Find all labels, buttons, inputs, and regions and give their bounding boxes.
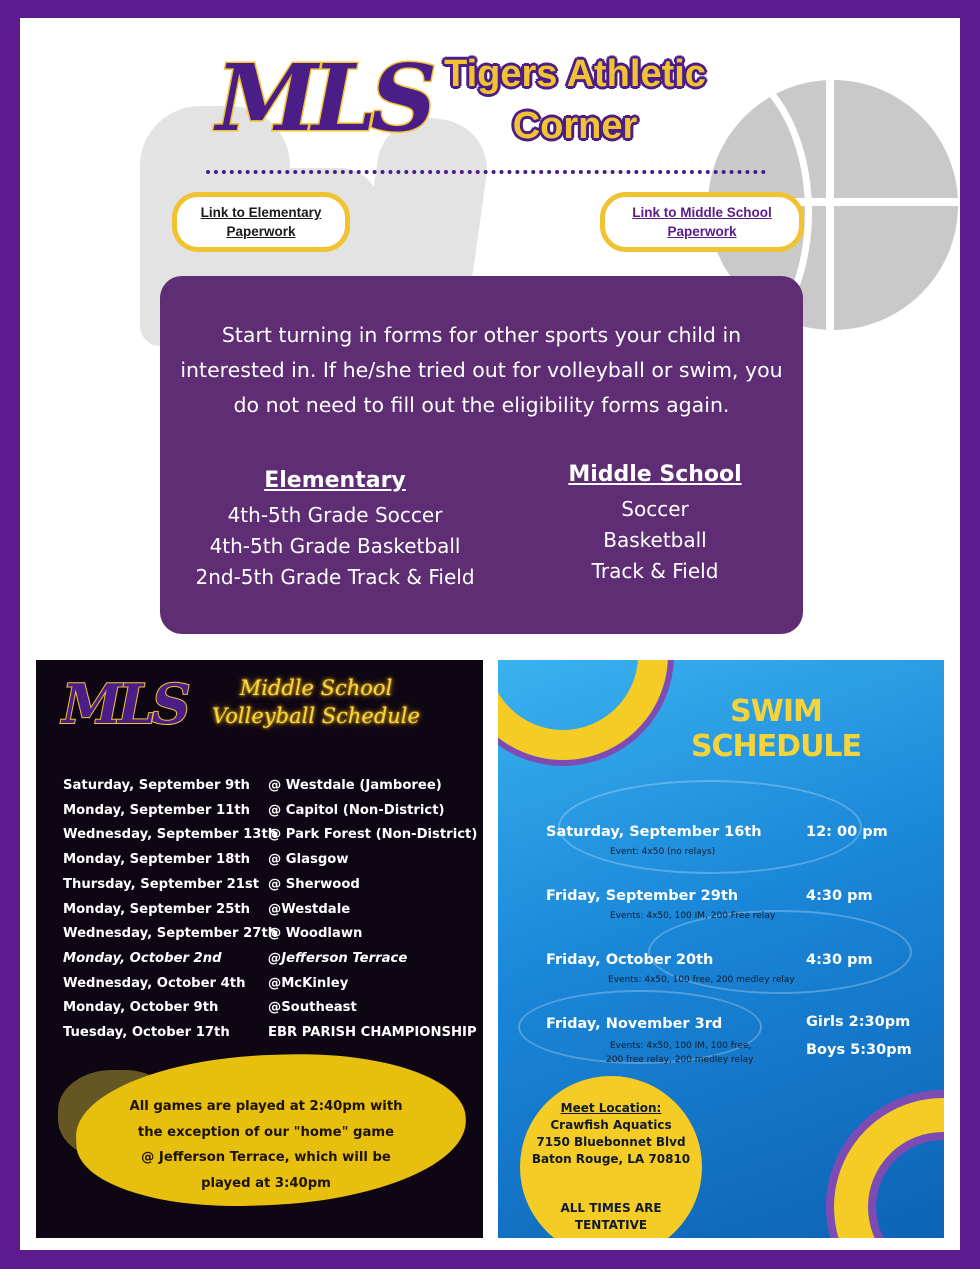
game-date: Monday, September 25th xyxy=(63,901,251,917)
mls-logo-text: MLS xyxy=(216,44,431,152)
game-row xyxy=(63,877,483,902)
volleyball-mls-logo-text: MLS xyxy=(62,672,187,736)
volleyball-mls-logo xyxy=(62,668,187,738)
elementary-heading: Elementary xyxy=(264,468,406,493)
middle-school-paperwork-link-label: Link to Middle School Paperwork xyxy=(632,205,772,239)
game-row xyxy=(63,976,483,1001)
pool-float-top xyxy=(498,660,668,760)
meet-events-continued: 200 free relay, 200 medley relay xyxy=(606,1055,754,1065)
meet-events: Events: 4x50, 100 free, 200 medley relay xyxy=(608,975,795,985)
meet-time: 4:30 pm xyxy=(806,888,873,904)
volleyball-title-line1: Middle School xyxy=(239,676,393,700)
game-date: Monday, October 2nd xyxy=(63,950,222,966)
game-venue: @Westdale xyxy=(268,901,351,917)
elementary-paperwork-link-label: Link to Elementary Paperwork xyxy=(200,205,322,239)
game-venue: @ Glasgow xyxy=(268,852,349,868)
location-address-line1: 7150 Bluebonnet Blvd xyxy=(536,1135,686,1149)
swim-schedule-card xyxy=(498,660,944,1238)
game-time-note-line: played at 3:40pm xyxy=(201,1175,331,1191)
game-venue: @Jefferson Terrace xyxy=(268,950,408,966)
location-address-line2: Baton Rouge, LA 70810 xyxy=(531,1152,691,1166)
meet-date: Saturday, September 16th xyxy=(546,824,762,840)
page-title-line2: Corner xyxy=(512,105,638,147)
game-venue: EBR PARISH CHAMPIONSHIP xyxy=(268,1025,477,1040)
notice-intro: Start turning in forms for other sports your child in interested in. If he/she tried out for volleyball or swim, you do not need to fill out the eligibility forms again. xyxy=(180,323,783,417)
game-row xyxy=(63,1000,483,1025)
elementary-sport-item: 4th-5th Grade Soccer xyxy=(227,503,443,527)
game-date: Wednesday, September 13th xyxy=(63,827,278,843)
game-row xyxy=(63,778,483,803)
game-venue: @ Park Forest (Non-District) xyxy=(268,827,478,843)
middle-school-sports-list xyxy=(540,460,770,587)
game-date: Monday, September 11th xyxy=(63,802,251,818)
game-venue: @ Capitol (Non-District) xyxy=(268,802,445,818)
game-time-note xyxy=(116,1094,416,1196)
location-name: Crawfish Aquatics xyxy=(550,1118,672,1132)
meet-time: 4:30 pm xyxy=(806,952,873,968)
game-venue: @ Woodlawn xyxy=(268,926,363,942)
tentative-notice-line2: TENTATIVE xyxy=(574,1218,648,1232)
elementary-sport-item: 4th-5th Grade Basketball xyxy=(209,534,461,558)
game-row-home xyxy=(63,951,483,976)
game-row xyxy=(63,902,483,927)
game-venue: @ Sherwood xyxy=(268,876,360,892)
middle-school-sport-item: Basketball xyxy=(603,528,707,552)
game-time-note-line: All games are played at 2:40pm with xyxy=(129,1099,403,1114)
pool-float-bottom xyxy=(834,1098,944,1238)
page-title-line1: Tigers Athletic xyxy=(444,53,706,95)
game-date: Wednesday, September 27th xyxy=(63,926,278,942)
mls-logo xyxy=(216,38,431,168)
elementary-paperwork-link[interactable] xyxy=(172,192,350,252)
game-date: Saturday, September 9th xyxy=(63,778,250,793)
game-row xyxy=(63,1025,483,1050)
game-row xyxy=(63,827,483,852)
game-venue: @McKinley xyxy=(268,975,349,991)
meet-date: Friday, October 20th xyxy=(546,952,714,968)
game-row xyxy=(63,803,483,828)
meet-time: 12: 00 pm xyxy=(806,824,888,840)
game-date: Monday, October 9th xyxy=(63,1000,219,1016)
meet-events: Events: 4x50, 100 IM, 200 Free relay xyxy=(610,911,776,921)
page-title xyxy=(400,48,750,152)
swim-schedule-title: SWIM SCHEDULE xyxy=(690,694,862,764)
meet-events: Events: 4x50, 100 IM, 100 free, xyxy=(610,1041,752,1051)
game-time-note-line: the exception of our "home" game xyxy=(137,1124,395,1140)
meet-location-badge xyxy=(520,1076,702,1238)
sports-notice-panel xyxy=(160,276,803,634)
game-venue: @ Westdale (Jamboree) xyxy=(268,778,442,793)
middle-school-paperwork-link[interactable] xyxy=(600,192,804,252)
game-time-note-line: @ Jefferson Terrace, which will be xyxy=(141,1150,391,1165)
elementary-sport-item: 2nd-5th Grade Track & Field xyxy=(195,565,475,589)
game-date: Tuesday, October 17th xyxy=(63,1025,230,1040)
middle-school-heading: Middle School xyxy=(568,462,742,487)
middle-school-sport-item: Track & Field xyxy=(591,559,719,583)
elementary-sports-list xyxy=(170,466,500,593)
meet-date: Friday, September 29th xyxy=(546,888,739,904)
meet-time-secondary: Boys 5:30pm xyxy=(806,1042,912,1058)
game-row xyxy=(63,852,483,877)
flyer-page xyxy=(20,18,960,1250)
game-venue: @Southeast xyxy=(268,1000,357,1016)
game-date: Wednesday, October 4th xyxy=(63,975,246,991)
meet-date: Friday, November 3rd xyxy=(546,1016,723,1032)
dotted-divider xyxy=(206,170,766,174)
volleyball-schedule-title xyxy=(186,674,446,730)
volleyball-title-line2: Volleyball Schedule xyxy=(212,704,420,728)
meet-time: Girls 2:30pm xyxy=(806,1014,911,1030)
game-row xyxy=(63,926,483,951)
location-label: Meet Location: xyxy=(560,1101,662,1115)
middle-school-sport-item: Soccer xyxy=(621,497,689,521)
game-date: Thursday, September 21st xyxy=(63,876,260,892)
volleyball-schedule-card xyxy=(36,660,483,1238)
game-date: Monday, September 18th xyxy=(63,852,251,868)
meet-events: Event: 4x50 (no relays) xyxy=(610,847,716,857)
tentative-notice-line1: ALL TIMES ARE xyxy=(560,1201,662,1215)
